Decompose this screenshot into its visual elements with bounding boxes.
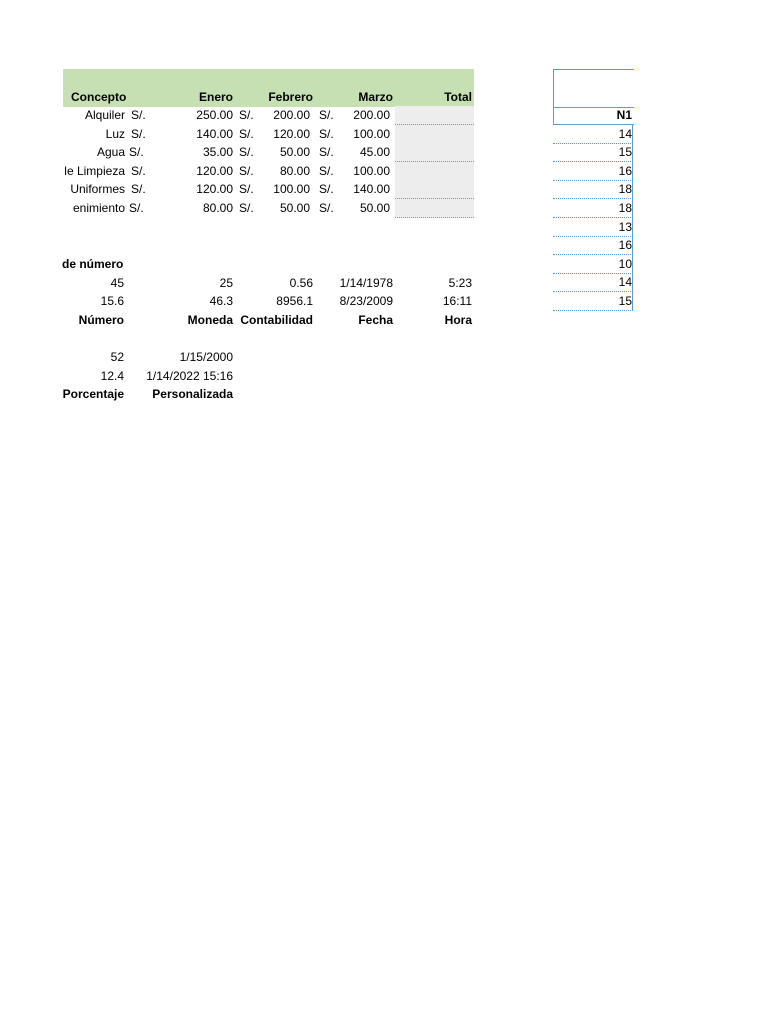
header-concepto[interactable]: Concepto — [71, 90, 127, 104]
concepto-cell[interactable]: Agua — [96, 145, 125, 159]
side-value: 13 — [618, 220, 632, 234]
febrero-cell[interactable]: 50.00 — [279, 201, 310, 215]
header-total[interactable]: Total — [444, 90, 472, 104]
marzo-cell[interactable]: 100.00 — [353, 127, 390, 141]
side-value: 14 — [618, 275, 632, 289]
format-label[interactable]: Hora — [444, 313, 472, 327]
enero-cell[interactable]: 35.00 — [202, 145, 233, 159]
enero-cell[interactable]: 120.00 — [196, 182, 233, 196]
marzo-cell[interactable]: 45.00 — [359, 145, 390, 159]
side-value: 10 — [618, 257, 632, 271]
total-cell[interactable] — [395, 143, 474, 162]
formats-title[interactable]: de número — [62, 257, 124, 271]
marzo-cell[interactable]: 200.00 — [353, 108, 390, 122]
febrero-cell[interactable]: 120.00 — [273, 127, 310, 141]
format-cell[interactable]: 25 — [219, 276, 233, 290]
side-value: 16 — [618, 238, 632, 252]
format-cell[interactable]: 12.4 — [100, 369, 124, 383]
currency-symbol: S/. — [319, 164, 334, 178]
enero-cell[interactable]: 120.00 — [196, 164, 233, 178]
enero-cell[interactable]: 140.00 — [196, 127, 233, 141]
enero-cell[interactable]: 250.00 — [196, 108, 233, 122]
currency-symbol: S/. — [131, 127, 146, 141]
concepto-cell[interactable]: le Limpieza — [64, 164, 125, 178]
currency-symbol: S/. — [319, 108, 334, 122]
marzo-cell[interactable]: 100.00 — [353, 164, 390, 178]
currency-symbol: S/. — [319, 145, 334, 159]
format-cell[interactable]: 46.3 — [209, 294, 233, 308]
currency-symbol: S/. — [239, 201, 254, 215]
side-value: 18 — [618, 182, 632, 196]
side-value: 15 — [618, 294, 632, 308]
marzo-cell[interactable]: 140.00 — [353, 182, 390, 196]
currency-symbol: S/. — [239, 108, 254, 122]
side-table-header-box[interactable] — [553, 69, 634, 108]
currency-symbol: S/. — [129, 201, 144, 215]
currency-symbol: S/. — [239, 145, 254, 159]
currency-symbol: S/. — [319, 182, 334, 196]
currency-symbol: S/. — [129, 145, 144, 159]
febrero-cell[interactable]: 50.00 — [279, 145, 310, 159]
format-cell[interactable]: 1/15/2000 — [179, 350, 233, 364]
side-header-label: N1 — [616, 108, 632, 122]
enero-cell[interactable]: 80.00 — [202, 201, 233, 215]
total-cell[interactable] — [395, 180, 474, 199]
febrero-cell[interactable]: 80.00 — [279, 164, 310, 178]
concepto-cell[interactable]: Alquiler — [84, 108, 125, 122]
currency-symbol: S/. — [319, 201, 334, 215]
febrero-cell[interactable]: 200.00 — [273, 108, 310, 122]
format-cell[interactable]: 0.56 — [289, 276, 313, 290]
currency-symbol: S/. — [131, 164, 146, 178]
currency-symbol: S/. — [239, 182, 254, 196]
currency-symbol: S/. — [131, 108, 146, 122]
format-cell[interactable]: 8956.1 — [276, 294, 313, 308]
format-label[interactable]: Moneda — [187, 313, 233, 327]
currency-symbol: S/. — [239, 164, 254, 178]
format-label[interactable]: Personalizada — [152, 387, 233, 401]
format-label[interactable]: Porcentaje — [62, 387, 124, 401]
format-cell[interactable]: 5:23 — [448, 276, 472, 290]
currency-symbol: S/. — [131, 182, 146, 196]
concepto-cell[interactable]: enimiento — [72, 201, 125, 215]
side-value: 14 — [618, 127, 632, 141]
total-cell[interactable] — [395, 125, 474, 144]
febrero-cell[interactable]: 100.00 — [273, 182, 310, 196]
total-cell[interactable] — [395, 199, 474, 218]
side-value: 18 — [618, 201, 632, 215]
currency-symbol: S/. — [239, 127, 254, 141]
format-cell[interactable]: 1/14/1978 — [339, 276, 393, 290]
total-cell[interactable] — [395, 106, 474, 125]
header-enero[interactable]: Enero — [198, 90, 233, 104]
format-cell[interactable]: 16:11 — [442, 294, 472, 308]
format-cell[interactable]: 15.6 — [100, 294, 124, 308]
side-value: 15 — [618, 145, 632, 159]
format-label[interactable]: Contabilidad — [240, 313, 313, 327]
header-febrero[interactable]: Febrero — [268, 90, 313, 104]
side-value: 16 — [618, 164, 632, 178]
total-cell[interactable] — [395, 162, 474, 181]
format-cell[interactable]: 1/14/2022 15:16 — [146, 369, 233, 383]
marzo-cell[interactable]: 50.00 — [359, 201, 390, 215]
format-cell[interactable]: 8/23/2009 — [339, 294, 393, 308]
currency-symbol: S/. — [319, 127, 334, 141]
format-cell[interactable]: 45 — [110, 276, 124, 290]
concepto-cell[interactable]: Uniformes — [70, 182, 125, 196]
format-cell[interactable]: 52 — [110, 350, 124, 364]
header-marzo[interactable]: Marzo — [358, 90, 393, 104]
concepto-cell[interactable]: Luz — [105, 127, 125, 141]
format-label[interactable]: Fecha — [358, 313, 393, 327]
format-label[interactable]: Número — [78, 313, 124, 327]
